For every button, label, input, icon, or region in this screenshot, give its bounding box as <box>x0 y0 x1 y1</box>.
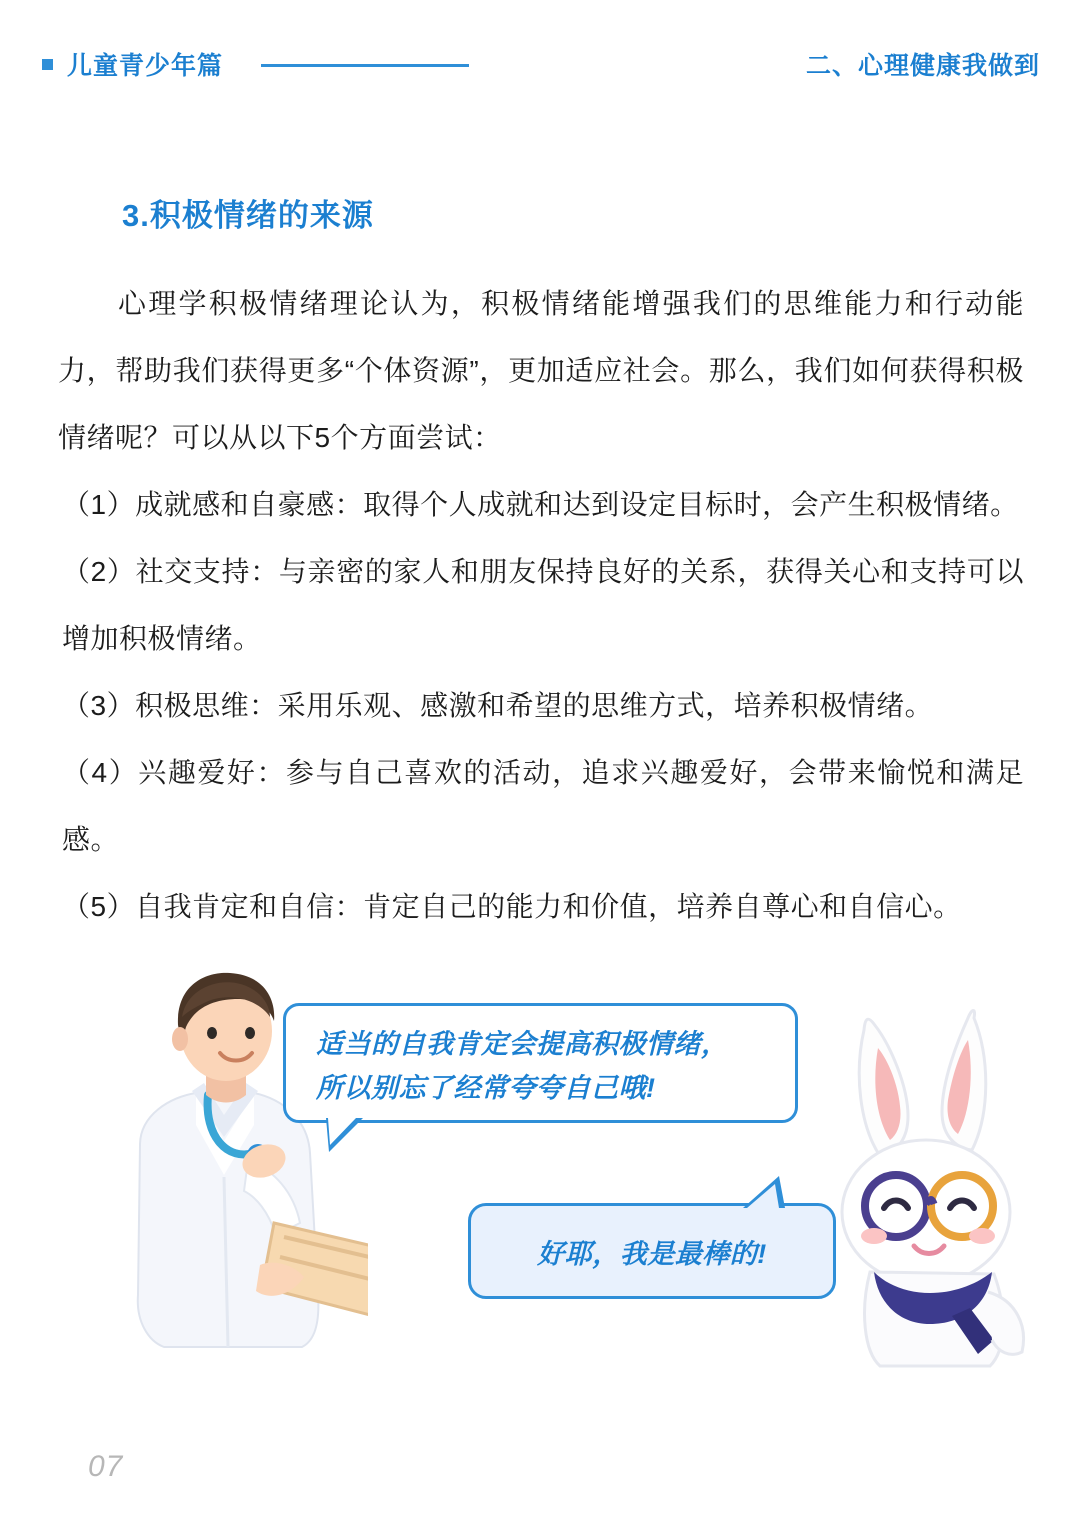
rabbit-speech-bubble <box>468 1203 836 1299</box>
body-content <box>58 270 1024 940</box>
paragraph-item-1: （1）成就感和自豪感：取得个人成就和达到设定目标时，会产生积极情绪。 <box>62 489 1019 520</box>
rabbit-speech-text: 好耶，我是最棒的! <box>537 1239 767 1269</box>
bubble2-tail-inner-icon <box>747 1184 779 1208</box>
doctor-speech-line-1: 适当的自我肯定会提高积极情绪， <box>316 1029 729 1059</box>
paragraph-item-3: （3）积极思维：采用乐观、感激和希望的思维方式，培养积极情绪。 <box>62 690 934 721</box>
bullet-square-icon <box>42 59 53 70</box>
header-section-label: 二、心理健康我做到 <box>805 52 1040 80</box>
paragraph-item-4: （4）兴趣爱好：参与自己喜欢的活动，追求兴趣爱好，会带来愉悦和满足感。 <box>62 757 1024 855</box>
doctor-speech-bubble <box>283 1003 798 1123</box>
header-divider-line <box>261 64 469 67</box>
paragraph-intro: 心理学积极情绪理论认为，积极情绪能增强我们的思维能力和行动能力，帮助我们获得更多“个体资源”，更加适应社会。那么，我们如何获得积极情绪呢？可以从以下5个方面尝试： <box>58 288 1024 453</box>
bubble-tail-inner-icon <box>328 1118 356 1145</box>
page-number: 07 <box>88 1450 124 1483</box>
doctor-speech-line-2: 所以别忘了经常夸夸自己哦! <box>316 1073 656 1103</box>
doctor-speech-text <box>316 1022 729 1110</box>
page-header <box>0 40 1080 90</box>
header-chapter-label: 儿童青少年篇 <box>67 52 224 80</box>
paragraph-item-5: （5）自我肯定和自信：肯定自己的能力和价值，培养自尊心和自信心。 <box>62 891 962 922</box>
page-title: 3.积极情绪的来源 <box>122 198 374 233</box>
rabbit-mascot-icon <box>802 1000 1052 1370</box>
header-chapter-group <box>42 46 469 82</box>
paragraph-item-2: （2）社交支持：与亲密的家人和朋友保持良好的关系，获得关心和支持可以增加积极情绪。 <box>62 556 1024 654</box>
illustration-area <box>0 955 1080 1385</box>
